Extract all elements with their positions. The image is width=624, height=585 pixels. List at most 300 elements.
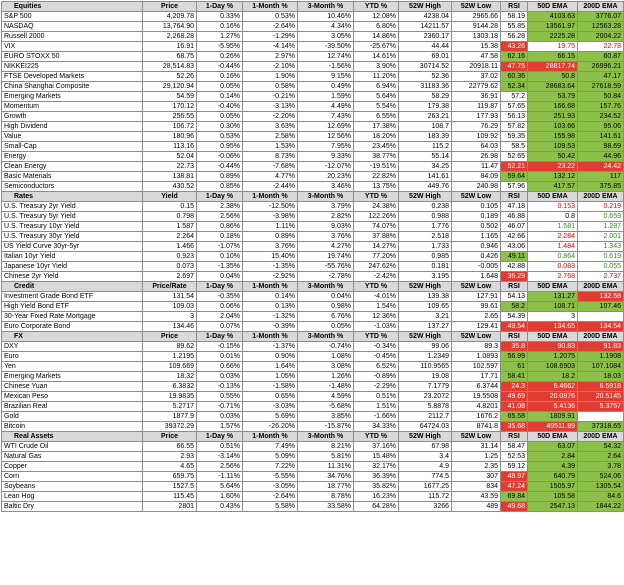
row-label: NASDAQ — [2, 22, 143, 32]
table-cell: 131.54 — [143, 292, 197, 302]
table-cell: -25.67% — [354, 42, 399, 52]
column-header: 1-Month % — [243, 192, 298, 202]
table-cell: 8.73% — [243, 152, 298, 162]
table-cell: 18.03 — [578, 372, 624, 382]
table-cell: 0.53% — [197, 132, 243, 142]
table-cell: 8.21% — [298, 442, 354, 452]
table-cell: 37.16% — [354, 442, 399, 452]
table-cell: 131.27 — [528, 292, 578, 302]
table-cell: 56.13 — [501, 112, 528, 122]
column-header: 200D EMA — [578, 2, 624, 12]
table-cell: 13.75% — [354, 182, 399, 192]
table-cell: -0.13% — [197, 382, 243, 392]
table-cell: 180.96 — [143, 132, 197, 142]
row-label: Natural Gas — [2, 452, 143, 462]
table-cell: -19.51% — [354, 162, 399, 172]
table-cell: 2.001 — [578, 232, 624, 242]
column-header: YTD % — [354, 282, 399, 292]
table-cell: 2.82% — [298, 212, 354, 222]
row-label: EURO STOXX 50 — [2, 52, 143, 62]
table-cell: 9.33% — [298, 152, 354, 162]
table-cell: 139.38 — [399, 292, 452, 302]
column-header: RSI — [501, 2, 528, 12]
table-cell: -39.50% — [298, 42, 354, 52]
table-cell: 2.58% — [243, 132, 298, 142]
column-header: RSI — [501, 332, 528, 342]
table-cell: 0.14% — [243, 292, 298, 302]
table-cell: 0.07% — [197, 322, 243, 332]
table-cell: 47.24 — [501, 482, 528, 492]
table-cell: -1.56% — [298, 62, 354, 72]
table-cell: 28,514.83 — [143, 62, 197, 72]
table-cell: -1.11% — [197, 472, 243, 482]
table-cell: 138.81 — [143, 172, 197, 182]
table-cell: 23.45% — [354, 142, 399, 152]
table-cell: 640.79 — [528, 472, 578, 482]
table-cell: 6.3744 — [452, 382, 501, 392]
table-cell: 251.93 — [528, 112, 578, 122]
table-cell: 0.86% — [197, 222, 243, 232]
table-cell: 19.75 — [528, 42, 578, 52]
table-cell: 57.96 — [501, 182, 528, 192]
column-header: 1-Month % — [243, 332, 298, 342]
row-label: U.S. Treasury 5yr Yield — [2, 212, 143, 222]
table-cell: 14.27% — [354, 242, 399, 252]
table-cell: 1.26% — [298, 372, 354, 382]
table-cell: 44.96 — [578, 152, 624, 162]
table-cell: 30714.52 — [399, 62, 452, 72]
row-label: Euro — [2, 352, 143, 362]
table-cell: 37318.65 — [578, 422, 624, 432]
table-cell: 119.87 — [452, 102, 501, 112]
table-cell: 1303.18 — [452, 32, 501, 42]
table-cell: 28817.74 — [528, 62, 578, 72]
table-cell: -3.13% — [243, 102, 298, 112]
table-row — [2, 242, 624, 252]
table-cell: 129.41 — [452, 322, 501, 332]
table-cell: -0.40% — [197, 102, 243, 112]
table-cell: 35.82% — [354, 482, 399, 492]
row-label: Corn — [2, 472, 143, 482]
row-label: Emerging Markets — [2, 372, 143, 382]
table-cell: 1.581 — [528, 222, 578, 232]
table-cell: 9144.28 — [452, 22, 501, 32]
table-cell: 98.69 — [578, 142, 624, 152]
table-cell: 44.44 — [399, 42, 452, 52]
table-cell: 0.95% — [197, 142, 243, 152]
table-cell: 0.53% — [243, 12, 298, 22]
table-cell: 50.8 — [528, 72, 578, 82]
table-cell: 134.54 — [578, 322, 624, 332]
table-cell: 117 — [578, 172, 624, 182]
table-cell: 2547.13 — [528, 502, 578, 512]
table-cell: -3.98% — [243, 212, 298, 222]
table-cell: 46.07 — [501, 222, 528, 232]
table-cell: 234.52 — [578, 112, 624, 122]
table-cell: 20.0876 — [528, 392, 578, 402]
table-cell: 5.2717 — [143, 402, 197, 412]
row-label: Yen — [2, 362, 143, 372]
table-cell: -1.48% — [298, 382, 354, 392]
table-cell: 0.85% — [197, 182, 243, 192]
table-cell: 1.53% — [243, 142, 298, 152]
table-cell: 5.3757 — [578, 402, 624, 412]
table-cell: 18.20% — [354, 132, 399, 142]
table-cell: 0.66% — [197, 362, 243, 372]
table-cell: 16.23% — [354, 492, 399, 502]
section-header-row — [2, 432, 624, 442]
table-cell: 2112.7 — [399, 412, 452, 422]
section-header-row — [2, 282, 624, 292]
table-cell: 6.4662 — [528, 382, 578, 392]
table-cell: 2.97% — [243, 52, 298, 62]
table-row — [2, 302, 624, 312]
table-cell: 20.23% — [298, 172, 354, 182]
table-cell: 50.84 — [578, 92, 624, 102]
table-cell: 0.426 — [452, 252, 501, 262]
table-cell: 375.85 — [578, 182, 624, 192]
table-cell: 56.28 — [501, 32, 528, 42]
table-cell: 7.1779 — [399, 382, 452, 392]
table-cell: 14211.57 — [399, 22, 452, 32]
table-cell: 41.08 — [501, 402, 528, 412]
table-cell: -1.29% — [243, 32, 298, 42]
table-cell: 127.91 — [452, 292, 501, 302]
table-cell: 89.3 — [452, 342, 501, 352]
table-cell: 102.597 — [452, 362, 501, 372]
table-cell: 132.12 — [528, 172, 578, 182]
row-label: NIKKEI225 — [2, 62, 143, 72]
table-cell: -2.44% — [243, 182, 298, 192]
table-cell: 5.58% — [243, 502, 298, 512]
table-cell: -1.35% — [243, 262, 298, 272]
table-cell: -5.95% — [197, 42, 243, 52]
table-row — [2, 272, 624, 282]
table-cell: -1.35% — [197, 262, 243, 272]
row-label: Euro Corporate Bond — [2, 322, 143, 332]
row-label: Soybeans — [2, 482, 143, 492]
table-cell: 58.47 — [501, 442, 528, 452]
table-cell: 122.26% — [354, 212, 399, 222]
table-body — [2, 2, 624, 512]
table-cell: 32.17% — [354, 462, 399, 472]
table-row — [2, 482, 624, 492]
table-cell: 1.11% — [243, 222, 298, 232]
table-cell: 9.15% — [298, 72, 354, 82]
row-label: FTSE Developed Markets — [2, 72, 143, 82]
table-cell: 57.2 — [501, 92, 528, 102]
table-cell: 66.15 — [528, 52, 578, 62]
table-cell: 5.8878 — [399, 402, 452, 412]
table-row — [2, 182, 624, 192]
table-cell: 2.38% — [197, 202, 243, 212]
table-cell: 38.77% — [354, 152, 399, 162]
table-cell: 2.93 — [143, 452, 197, 462]
table-cell: -0.44% — [197, 162, 243, 172]
table-cell: 141.61 — [399, 172, 452, 182]
table-cell: 63.07 — [528, 442, 578, 452]
table-cell: -4.14% — [243, 42, 298, 52]
table-cell: -55.76% — [298, 262, 354, 272]
table-cell: 31183.36 — [399, 82, 452, 92]
table-cell: -3.14% — [197, 452, 243, 462]
section-title: Equities — [2, 2, 143, 12]
table-cell: 4.49% — [298, 102, 354, 112]
table-cell: 22.82% — [354, 172, 399, 182]
table-cell: 5.09% — [243, 452, 298, 462]
column-header: YTD % — [354, 192, 399, 202]
table-cell: 58.19 — [501, 12, 528, 22]
table-cell: -0.44% — [197, 62, 243, 72]
row-label: U.S. Treasury 30yr Yield — [2, 232, 143, 242]
column-header: RSI — [501, 282, 528, 292]
row-label: S&P 500 — [2, 12, 143, 22]
table-cell: 1.648 — [452, 272, 501, 282]
table-cell: 99.61 — [452, 302, 501, 312]
section-title: Rates — [2, 192, 143, 202]
table-cell: 2.284 — [528, 232, 578, 242]
row-label: Baltic Dry — [2, 502, 143, 512]
table-cell: 0.33% — [197, 12, 243, 22]
table-cell: 0.90% — [243, 352, 298, 362]
table-cell: 0.073 — [143, 262, 197, 272]
table-cell: 58.29 — [399, 92, 452, 102]
table-cell: 0.65% — [243, 392, 298, 402]
table-cell: 3.195 — [399, 272, 452, 282]
table-cell: 6.5918 — [578, 382, 624, 392]
column-header: YTD % — [354, 2, 399, 12]
table-cell: 108.71 — [528, 302, 578, 312]
table-row — [2, 422, 624, 432]
table-cell: 0.14% — [197, 92, 243, 102]
table-cell: 0.03% — [197, 372, 243, 382]
row-label: Small-Cap — [2, 142, 143, 152]
table-cell: 115.45 — [143, 492, 197, 502]
row-label: 30-Year Fixed Rate Mortgage — [2, 312, 143, 322]
table-cell: 4.39 — [528, 462, 578, 472]
table-cell: 27618.59 — [578, 82, 624, 92]
column-header: 1-Day % — [197, 282, 243, 292]
table-cell: 43.06 — [501, 242, 528, 252]
table-row — [2, 292, 624, 302]
table-cell: -3.05% — [243, 482, 298, 492]
table-cell: 17.38% — [354, 122, 399, 132]
table-cell: 2.56% — [197, 462, 243, 472]
table-cell: -0.45% — [354, 352, 399, 362]
table-cell: 155.98 — [528, 132, 578, 142]
table-cell: 263.21 — [399, 112, 452, 122]
table-cell: 2.768 — [528, 272, 578, 282]
column-header: 52W High — [399, 332, 452, 342]
table-cell: 1.08% — [298, 352, 354, 362]
table-cell: 4.8201 — [452, 402, 501, 412]
table-row — [2, 112, 624, 122]
table-cell: 53.79 — [528, 92, 578, 102]
table-cell: 15.48% — [354, 452, 399, 462]
table-cell: -2.42% — [354, 272, 399, 282]
table-cell: 50.42 — [528, 152, 578, 162]
row-label: Lean Hog — [2, 492, 143, 502]
table-cell: -2.29% — [354, 382, 399, 392]
table-cell: 60.87 — [578, 52, 624, 62]
table-cell: 137.27 — [399, 322, 452, 332]
column-header: 3-Month % — [298, 192, 354, 202]
row-label: Growth — [2, 112, 143, 122]
table-cell: 110.9565 — [399, 362, 452, 372]
table-cell: 9.03% — [298, 222, 354, 232]
section-header-row — [2, 2, 624, 12]
table-cell: 0.18% — [197, 232, 243, 242]
table-cell: -1.58% — [243, 382, 298, 392]
table-cell: 77.20% — [354, 252, 399, 262]
table-cell: 0.04% — [197, 272, 243, 282]
table-cell: 24.38% — [354, 202, 399, 212]
table-cell: 64.28% — [354, 502, 399, 512]
table-cell: 3.76% — [243, 242, 298, 252]
table-row — [2, 392, 624, 402]
table-cell: 2.518 — [399, 232, 452, 242]
table-cell: 89.62 — [143, 342, 197, 352]
table-cell: 0.659 — [578, 212, 624, 222]
table-cell: 4,209.78 — [143, 12, 197, 22]
table-cell: 66.55 — [143, 442, 197, 452]
table-cell: 36.29 — [501, 272, 528, 282]
table-cell: 2360.17 — [399, 32, 452, 42]
table-cell: 55.14 — [399, 152, 452, 162]
table-cell: 0.798 — [143, 212, 197, 222]
table-cell: 2.264 — [143, 232, 197, 242]
table-cell: 4.27% — [298, 242, 354, 252]
table-cell: 0.98% — [298, 302, 354, 312]
table-cell: -15.87% — [298, 422, 354, 432]
table-cell: 11.20% — [354, 72, 399, 82]
table-cell: 417.57 — [528, 182, 578, 192]
table-cell: 2965.66 — [452, 12, 501, 22]
table-cell: 0.181 — [399, 262, 452, 272]
table-cell: 1.733 — [399, 242, 452, 252]
table-cell: 105.58 — [528, 492, 578, 502]
table-cell: -12.07% — [298, 162, 354, 172]
row-label: Chinese 2yr Yield — [2, 272, 143, 282]
table-cell: 22.78 — [578, 42, 624, 52]
table-cell: -0.15% — [197, 342, 243, 352]
table-cell: 0.49% — [298, 82, 354, 92]
row-label: Brazilian Real — [2, 402, 143, 412]
table-row — [2, 232, 624, 242]
table-cell: 39372.29 — [143, 422, 197, 432]
table-cell: 4.34% — [298, 22, 354, 32]
table-cell: 132.58 — [578, 292, 624, 302]
table-cell: 177.93 — [452, 112, 501, 122]
table-cell: 7.22% — [243, 462, 298, 472]
table-row — [2, 412, 624, 422]
table-cell: 1.90% — [243, 72, 298, 82]
column-header: YTD % — [354, 432, 399, 442]
table-cell: 4.9 — [399, 462, 452, 472]
table-cell: 5.54% — [354, 102, 399, 112]
table-row — [2, 452, 624, 462]
column-header: 1-Month % — [243, 432, 298, 442]
table-cell: 2.04% — [197, 312, 243, 322]
table-cell: 3.08% — [298, 362, 354, 372]
table-row — [2, 102, 624, 112]
table-cell: 55.85 — [501, 22, 528, 32]
table-cell: 0.43% — [197, 502, 243, 512]
row-label: Energy — [2, 152, 143, 162]
table-cell: 113.16 — [143, 142, 197, 152]
table-cell: 52.34 — [501, 82, 528, 92]
table-cell: 11.47 — [452, 162, 501, 172]
table-cell: 0.51% — [354, 392, 399, 402]
table-cell: 34.76% — [298, 472, 354, 482]
table-row — [2, 372, 624, 382]
table-cell: 33.58% — [298, 502, 354, 512]
row-label: WTI Crude Oil — [2, 442, 143, 452]
table-cell: 0.26% — [197, 52, 243, 62]
table-cell: 3.21 — [399, 312, 452, 322]
table-cell: 1.2195 — [143, 352, 197, 362]
table-cell: 91.83 — [578, 342, 624, 352]
table-cell: 28683.64 — [528, 82, 578, 92]
table-cell: 49.68 — [501, 502, 528, 512]
table-cell: 43.59 — [452, 492, 501, 502]
table-cell: 1677.25 — [399, 482, 452, 492]
table-cell: 307 — [452, 472, 501, 482]
table-cell: 58.5 — [501, 142, 528, 152]
table-cell: 0.083 — [528, 262, 578, 272]
table-cell: 14.61% — [354, 52, 399, 62]
table-row — [2, 122, 624, 132]
table-cell: 18.32 — [143, 372, 197, 382]
table-cell: 103.66 — [528, 122, 578, 132]
table-cell: 24.3 — [501, 382, 528, 392]
table-cell: 90.83 — [528, 342, 578, 352]
table-cell: -1.66% — [354, 412, 399, 422]
table-cell: 11.31% — [298, 462, 354, 472]
table-cell — [578, 312, 624, 322]
table-cell: 170.12 — [143, 102, 197, 112]
table-cell: 84.09 — [452, 172, 501, 182]
table-cell: 2.697 — [143, 272, 197, 282]
table-cell: -0.71% — [197, 402, 243, 412]
section-header-row — [2, 332, 624, 342]
table-cell: 19.74% — [298, 252, 354, 262]
table-cell: 43.26 — [501, 42, 528, 52]
column-header: 52W High — [399, 282, 452, 292]
table-cell: 5.81% — [298, 452, 354, 462]
table-row — [2, 212, 624, 222]
table-row — [2, 402, 624, 412]
table-cell: 42.88 — [501, 262, 528, 272]
table-cell: -2.92% — [243, 272, 298, 282]
table-row — [2, 92, 624, 102]
table-cell: 256.55 — [143, 112, 197, 122]
table-cell: 49.54 — [501, 322, 528, 332]
table-row — [2, 262, 624, 272]
table-cell: -7.68% — [243, 162, 298, 172]
column-header: Price — [143, 332, 197, 342]
table-cell: 3776.07 — [578, 12, 624, 22]
table-cell: 106.72 — [143, 122, 197, 132]
table-cell: 109.65 — [399, 302, 452, 312]
table-cell: -12.50% — [243, 202, 298, 212]
table-cell: 31.14 — [452, 442, 501, 452]
table-cell: 76.29 — [452, 122, 501, 132]
table-cell: 3 — [528, 312, 578, 322]
column-header: 1-Day % — [197, 192, 243, 202]
table-cell: 0.58% — [243, 82, 298, 92]
table-cell: 26.98 — [452, 152, 501, 162]
